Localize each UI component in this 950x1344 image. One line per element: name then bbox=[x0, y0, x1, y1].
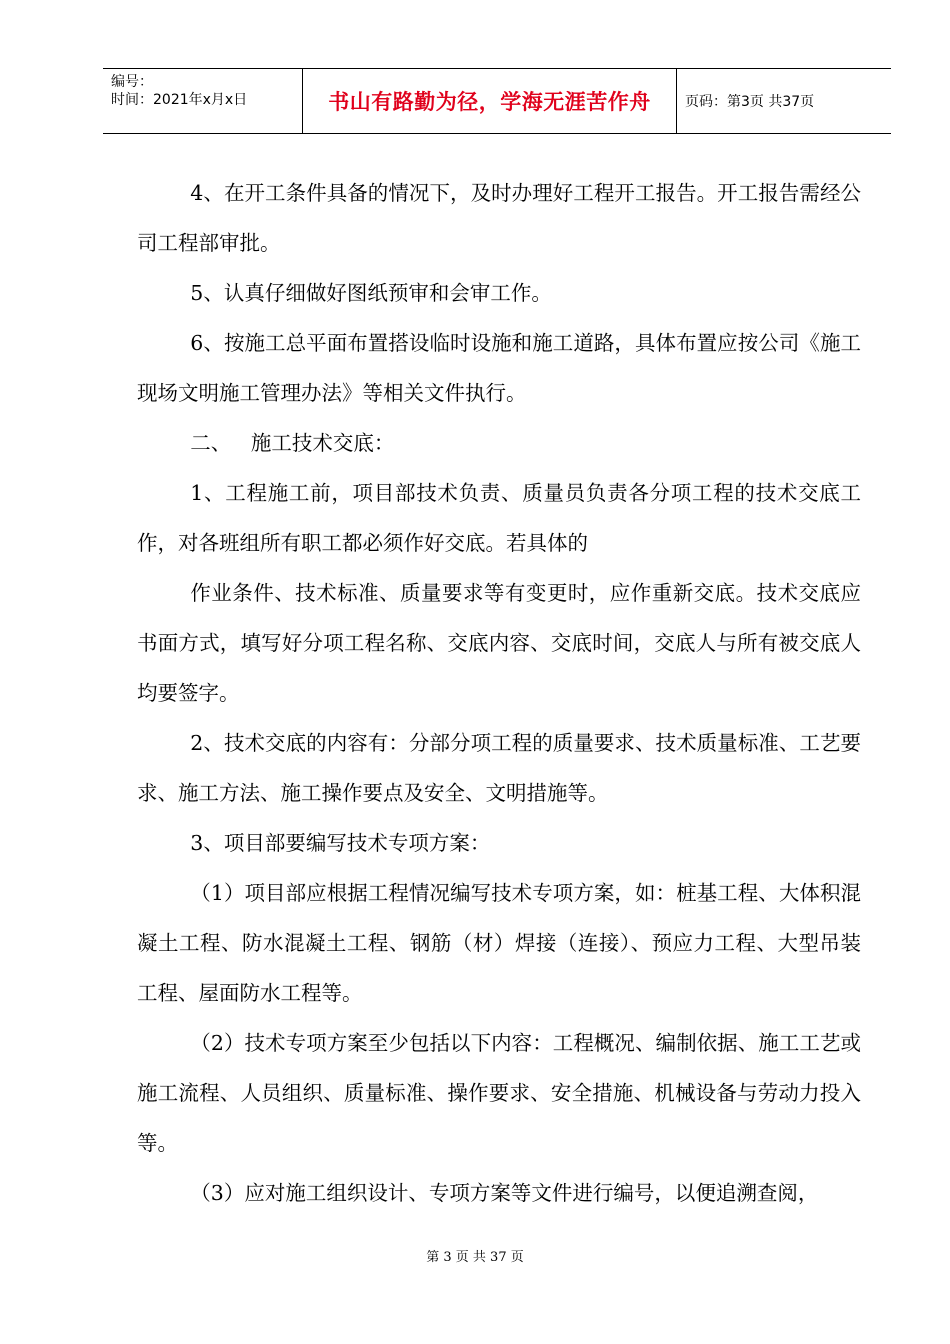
section-heading-2: 二、 施工技术交底： bbox=[190, 431, 395, 455]
paragraph-tech-1-cont: 作业条件、技术标准、质量要求等有变更时，应作重新交底。技术交底应书面方式，填写好分项工程名称、交底内容、交底时间，交底人与所有被交底人均要签字。 bbox=[137, 581, 861, 705]
paragraph-tech-2: 2、技术交底的内容有：分部分项工程的质量要求、技术质量标准、工艺要求、施工方法、施工操作要点及安全、文明措施等。 bbox=[137, 731, 861, 805]
header-meta-cell bbox=[103, 69, 303, 133]
document-header bbox=[103, 68, 891, 134]
header-motto: 书山有路勤为径，学海无涯苦作舟 bbox=[303, 69, 677, 133]
page-footer: 第 3 页 共 37 页 bbox=[426, 1250, 524, 1265]
date-label: 时间：2021年x月x日 bbox=[111, 92, 248, 108]
header-page-info: 页码：第3页 共37页 bbox=[685, 94, 815, 110]
document-body bbox=[137, 168, 861, 1218]
serial-number-label: 编号： bbox=[111, 74, 153, 90]
paragraph-tech-3: 3、项目部要编写技术专项方案： bbox=[190, 831, 491, 855]
paragraph-item-4: 4、在开工条件具备的情况下，及时办理好工程开工报告。开工报告需经公司工程部审批。 bbox=[137, 181, 861, 255]
paragraph-sub-3: （3）应对施工组织设计、专项方案等文件进行编号，以便追溯查阅， bbox=[190, 1181, 819, 1205]
paragraph-tech-1: 1、工程施工前，项目部技术负责、质量员负责各分项工程的技术交底工作，对各班组所有职工都必须作好交底。若具体的 bbox=[137, 481, 861, 555]
paragraph-item-6: 6、按施工总平面布置搭设临时设施和施工道路，具体布置应按公司《施工现场文明施工管理办法》等相关文件执行。 bbox=[137, 331, 861, 405]
paragraph-item-5: 5、认真仔细做好图纸预审和会审工作。 bbox=[190, 281, 552, 305]
paragraph-sub-1: （1）项目部应根据工程情况编写技术专项方案，如：桩基工程、大体积混凝土工程、防水混凝土工程、钢筋（材）焊接（连接）、预应力工程、大型吊装工程、屋面防水工程等。 bbox=[137, 881, 861, 1005]
paragraph-sub-2: （2）技术专项方案至少包括以下内容：工程概况、编制依据、施工工艺或施工流程、人员组织、质量标准、操作要求、安全措施、机械设备与劳动力投入等。 bbox=[137, 1031, 861, 1155]
